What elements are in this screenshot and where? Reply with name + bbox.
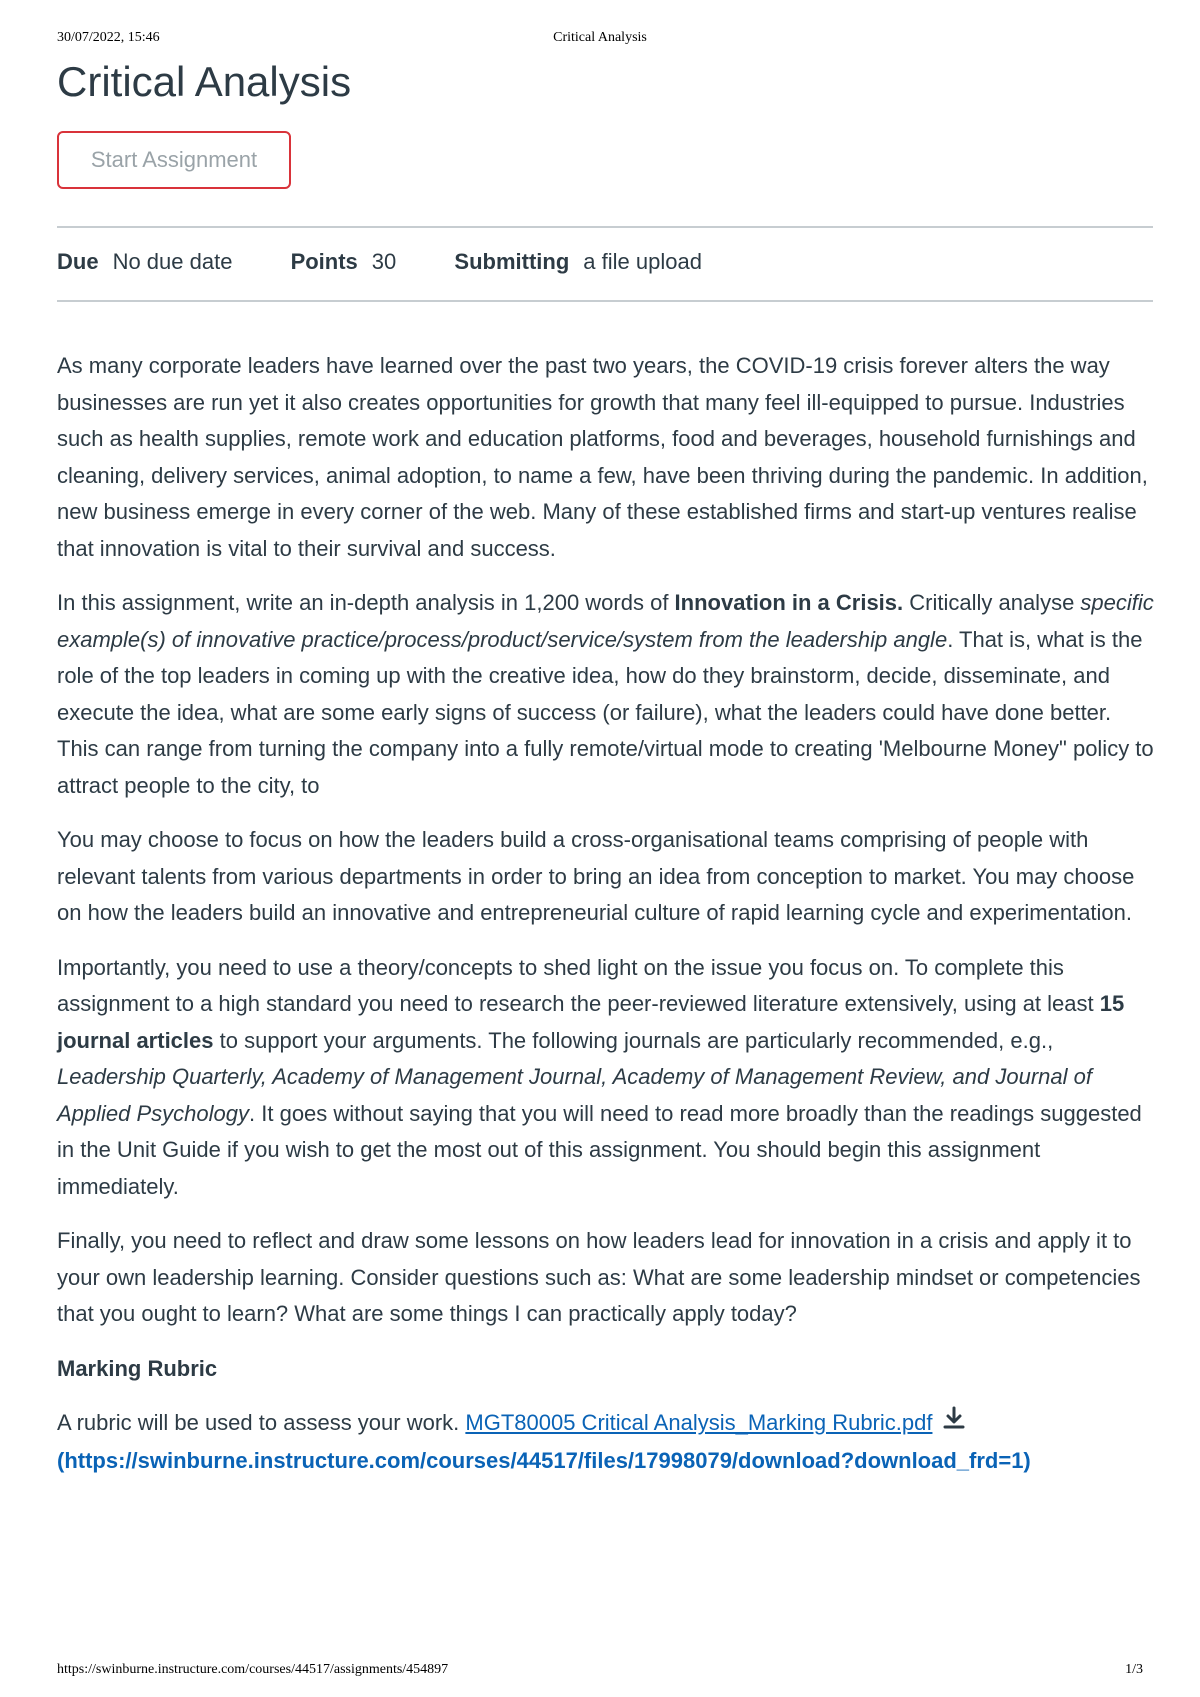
details-divider-bottom [57,300,1153,302]
p2-text-c: Critically analyse [903,590,1081,615]
rubric-heading: Marking Rubric [57,1355,218,1381]
paragraph-rubric [57,1405,1155,1479]
due-label: Due [57,249,99,274]
rubric-text: A rubric will be used to assess your work. [57,1410,466,1435]
due-detail [57,249,232,275]
p4-text-e: . It goes without saying that you will need to read more broadly than the readings suggested in the Unit Guide if you wish to get the most out of this assignment. You should begin this assignment immediately. [57,1100,1142,1199]
print-url: https://swinburne.instructure.com/courses/44517/assignments/454897 [57,1662,449,1677]
p4-text-c: to support your arguments. The following journals are particularly recommended, e.g., [213,1027,1054,1053]
paragraph-intro: As many corporate leaders have learned over the past two years, the COVID-19 crisis forever alters the way businesses are run yet it also creates opportunities for growth that many feel ill-equipped to pursue. Industries such as health supplies, remote work and education platforms, food and beverages, household furnishings and cleaning, delivery services, animal adoption, to name a few, have been thriving during the pandemic. In addition, new business emerge in every corner of the web. Many of these established firms and start-up ventures realise that innovation is vital to their survival and success. [57,353,1148,561]
details-divider-top [57,226,1153,228]
due-value: No due date [112,249,233,274]
page-title: Critical Analysis [57,58,352,105]
p4-text-a: Importantly, you need to use a theory/concepts to shed light on the issue you focus on. To complete this assignment to a high standard you need to research the peer-reviewed literature extensively, using at least [57,954,1100,1016]
assignment-details [57,249,754,279]
points-label: Points [290,249,358,274]
points-value: 30 [371,249,397,274]
paragraph-theory [57,950,1155,1206]
paragraph-assignment [57,585,1155,804]
print-title: Critical Analysis [553,30,647,45]
p4-article-count: 15 journal articles [57,991,1125,1053]
assignment-description [57,348,1155,1479]
p4-journals: Leadership Quarterly, Academy of Management Journal, Academy of Management Review, and Journal of Applied Psychology [57,1064,1092,1126]
p2-topic: Innovation in a Crisis. [674,590,904,615]
submitting-label: Submitting [454,249,570,274]
submitting-detail [454,249,702,275]
start-assignment-button[interactable]: Start Assignment [57,131,291,189]
paragraph-focus: You may choose to focus on how the leaders build a cross-organisational teams comprising of people with relevant talents from various departments in order to bring an idea from conception to market. You may choose on how the leaders build an innovative and entrepreneurial culture of rapid learning cycle and experimentation. [57,827,1135,925]
rubric-url: (https://swinburne.instructure.com/courses/44517/files/17998079/download?download_frd=1) [57,1447,1031,1473]
print-footer [57,1662,1143,1682]
points-detail [291,249,397,275]
p2-emphasis: specific example(s) of innovative practice/process/product/service/system from the leadership angle [57,590,1154,652]
p2-text-e: . That is, what is the role of the top leaders in coming up with the creative idea, how do they brainstorm, decide, disseminate, and execute the idea, what are some early signs of success (or failure), what the leaders could have done better. This can range from turning the company into a fully remote/virtual mode to creating 'Melbourne Money" policy to attract people to the city, to [57,626,1154,798]
rubric-file-link[interactable]: MGT80005 Critical Analysis_Marking Rubric.pdf [465,1410,933,1435]
print-header [57,30,1143,50]
print-datetime: 30/07/2022, 15:46 [57,30,160,45]
download-icon[interactable] [940,1405,968,1443]
p2-text-a: In this assignment, write an in-depth analysis in 1,200 words of [57,590,675,615]
submitting-value: a file upload [583,249,702,274]
paragraph-reflection: Finally, you need to reflect and draw some lessons on how leaders lead for innovation in a crisis and apply it to your own leadership learning. Consider questions such as: What are some leadership mindset or competencies that you ought to learn? What are some things I can practically apply today? [57,1228,1141,1326]
print-page-number: 1/3 [1125,1662,1143,1677]
